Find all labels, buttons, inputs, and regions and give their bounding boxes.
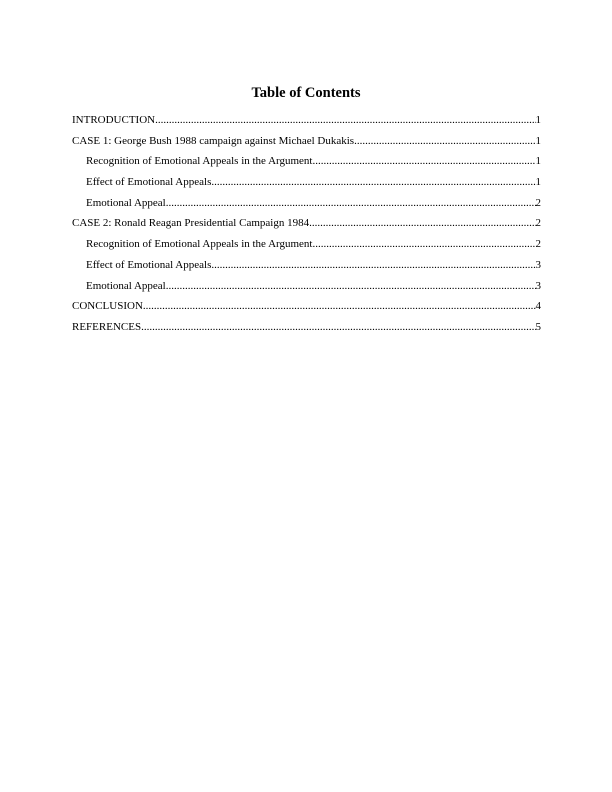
toc-entry-label: Effect of Emotional Appeals: [86, 258, 212, 271]
toc-entry-label: Effect of Emotional Appeals: [86, 176, 212, 189]
toc-entry[interactable]: [72, 320, 541, 341]
toc-entry[interactable]: [72, 237, 541, 258]
toc-list: [72, 113, 541, 341]
toc-entry[interactable]: [72, 175, 541, 196]
toc-entry-label: Recognition of Emotional Appeals in the Argument: [86, 155, 313, 168]
toc-entry-page-number: 2: [535, 217, 541, 230]
toc-entry-page-number: 3: [535, 279, 541, 292]
toc-entry-label: Emotional Appeal: [86, 196, 166, 209]
toc-entry-label: Recognition of Emotional Appeals in the Argument: [86, 238, 313, 251]
toc-entry-page-number: 1: [535, 134, 541, 147]
toc-entry[interactable]: [72, 216, 541, 237]
toc-dot-leader: [166, 279, 536, 293]
toc-dot-leader: [211, 175, 535, 189]
toc-dot-leader: [354, 134, 535, 148]
toc-entry-page-number: 3: [535, 258, 541, 271]
toc-entry[interactable]: [72, 299, 541, 320]
toc-dot-leader: [166, 196, 536, 210]
toc-entry-page-number: 2: [535, 196, 541, 209]
toc-dot-leader: [313, 154, 536, 168]
toc-dot-leader: [143, 299, 536, 313]
toc-entry-page-number: 1: [535, 114, 541, 126]
toc-entry[interactable]: [72, 258, 541, 279]
toc-entry-label: INTRODUCTION: [72, 114, 156, 126]
toc-entry[interactable]: [72, 154, 541, 175]
toc-entry[interactable]: [72, 196, 541, 217]
toc-entry[interactable]: [72, 279, 541, 300]
toc-entry-label: CASE 1: George Bush 1988 campaign against Michael Dukakis: [72, 134, 355, 147]
toc-entry[interactable]: [72, 113, 541, 134]
toc-dot-leader: [141, 320, 535, 334]
toc-dot-leader: [211, 258, 535, 272]
toc-entry-label: REFERENCES: [72, 320, 142, 333]
toc-entry-page-number: 1: [535, 176, 541, 189]
toc-entry-page-number: 4: [535, 300, 541, 313]
toc-dot-leader: [313, 237, 536, 251]
toc-entry-label: CASE 2: Ronald Reagan Presidential Campaign 1984: [72, 217, 310, 230]
toc-entry-label: Emotional Appeal: [86, 279, 166, 292]
toc-entry[interactable]: [72, 134, 541, 155]
toc-entry-page-number: 2: [535, 238, 541, 251]
toc-entry-page-number: 1: [535, 155, 541, 168]
toc-entry-label: CONCLUSION: [72, 300, 143, 313]
toc-title: Table of Contents: [251, 85, 361, 101]
toc-entry-page-number: 5: [535, 320, 541, 333]
toc-dot-leader: [309, 216, 535, 230]
toc-dot-leader: [155, 113, 535, 127]
